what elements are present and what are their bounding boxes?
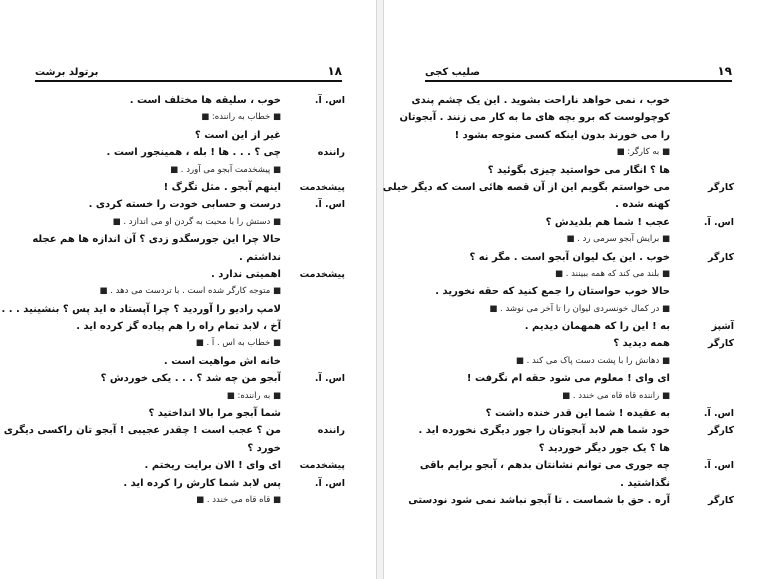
dialogue-text <box>419 249 670 319</box>
speaker-name: کارگر <box>708 251 734 263</box>
speaker-name: پیشخدمت <box>299 268 345 280</box>
speaker-name <box>670 162 734 179</box>
speaker-name: پیشخدمت <box>299 460 345 472</box>
right-page-body <box>382 92 734 509</box>
dialogue-text <box>35 353 281 370</box>
dialogue-line: ها ؟ یک جور دیگر خوردید ؟ <box>538 442 670 454</box>
speaker-name: اس. آ. <box>703 408 734 420</box>
left-page-number: ۱۸ <box>327 64 342 78</box>
dialogue-entry <box>399 92 734 162</box>
stage-direction: ■ قاه قاه می خندد . ■ <box>196 495 281 506</box>
dialogue-line: عجب ! شما هم بلدیدش ؟ <box>545 216 670 228</box>
dialogue-text <box>35 179 281 196</box>
dialogue-line: حالا خوب حواستان را جمع کنید که حقه نخورید . <box>435 286 670 298</box>
dialogue-line: حالا چرا این جورسگدو زدی ؟ آن اندازه ها هم عجله <box>32 234 281 246</box>
dialogue-entry <box>419 162 734 179</box>
dialogue-entry <box>35 475 345 510</box>
dialogue-line: نگذاشتید . <box>620 477 670 489</box>
dialogue-line: نداشتم . <box>239 251 281 263</box>
dialogue-line: اهمیتی ندارد . <box>211 268 281 280</box>
dialogue-line: ها ؟ انگار می خواستید چیزی بگوئید ؟ <box>487 164 670 176</box>
stage-direction: ■ برایش آبجو سرمی رد . ■ <box>566 234 670 245</box>
left-page-header <box>35 58 342 82</box>
stage-direction: ■ به راننده: ■ <box>226 390 281 401</box>
dialogue-text <box>35 92 281 127</box>
dialogue-text <box>35 144 281 179</box>
dialogue-line: به ! این را که همهمان دیدیم . <box>524 321 670 333</box>
stage-direction: ■ خطاب به راننده: ■ <box>201 112 281 123</box>
dialogue-line: ای وای ! معلوم می شود حقه ام نگرفت ! <box>466 373 670 385</box>
dialogue-line: خوب ، نمی خواهد ناراحت بشوید . این یک چشم پندی <box>411 95 670 106</box>
dialogue-text <box>419 422 670 457</box>
dialogue-entry <box>35 457 345 474</box>
dialogue-entry <box>419 214 734 249</box>
speaker-name: اس. آ. <box>703 460 734 472</box>
speaker-name: پیشخدمت <box>299 181 345 193</box>
dialogue-text <box>419 457 670 492</box>
dialogue-line: چه جوری می توانم نشانتان بدهم ، آبجو برایم باقی <box>419 460 670 472</box>
dialogue-entry <box>35 127 345 144</box>
dialogue-line: شما آبجو مرا بالا انداختید ؟ <box>148 408 281 420</box>
dialogue-entry <box>35 405 345 422</box>
dialogue-text <box>383 179 670 214</box>
dialogue-text <box>4 422 281 457</box>
dialogue-entry <box>35 92 345 127</box>
dialogue-line: خوب ، سلیقه ها مختلف است . <box>129 95 281 106</box>
dialogue-entry <box>419 422 734 457</box>
dialogue-text <box>35 405 281 422</box>
dialogue-entry <box>408 492 734 509</box>
left-page-body <box>1 92 345 509</box>
speaker-name: اس. آ. <box>314 95 345 106</box>
speaker-name <box>281 405 345 422</box>
dialogue-line: را می خورند بدون اینکه کسی متوجه بشود ! <box>454 129 670 141</box>
speaker-name: کارگر <box>708 181 734 193</box>
dialogue-entry <box>32 231 345 266</box>
dialogue-entry <box>35 353 345 370</box>
dialogue-line: چی ؟ . . . ها ! بله ، همینجور است . <box>106 147 281 159</box>
left-page <box>0 0 377 579</box>
speaker-name: راننده <box>317 147 345 159</box>
speaker-name: اس. آ. <box>703 216 734 228</box>
dialogue-line: لامپ رادیو را آوردید ؟ چرا آپستاد ه اید پس ؟ بنشینید . . . <box>1 303 281 315</box>
dialogue-line: کهنه شده . <box>615 199 670 211</box>
speaker-name <box>281 231 345 266</box>
dialogue-line: خورد ؟ <box>247 442 281 454</box>
dialogue-line: آبجو من چه شد ؟ . . . یکی خوردش ؟ <box>100 373 281 385</box>
stage-direction: ■ پیشخدمت آبجو می آورد . ■ <box>170 164 281 175</box>
dialogue-line: خانه اش مواهیت است . <box>163 355 281 367</box>
speaker-name: کارگر <box>708 425 734 437</box>
dialogue-entry <box>419 405 734 422</box>
dialogue-entry <box>419 318 734 335</box>
left-running-title: برتولد برشت <box>35 67 99 78</box>
dialogue-entry <box>419 457 734 492</box>
dialogue-line: کوچولوست که برو بچه های ما به کار می زنند . آبجوتان <box>399 112 670 124</box>
speaker-name: اس. آ. <box>314 477 345 489</box>
stage-direction: ■ دستش را با محبت به گردن او می اندازد . ■ <box>112 216 281 227</box>
dialogue-line: اینهم آبجو . مثل تگرگ ! <box>163 181 281 193</box>
dialogue-line: درست و حسابی خودت را خسته کردی . <box>88 199 281 211</box>
dialogue-entry <box>382 179 734 214</box>
right-running-title: صلیب کجی <box>425 67 481 78</box>
speaker-name <box>281 353 345 370</box>
dialogue-entry <box>35 144 345 179</box>
stage-direction: ■ به کارگر: ■ <box>616 147 670 158</box>
dialogue-line: ای وای ! الان برایت ریختم . <box>144 460 281 472</box>
dialogue-line: آره . حق با شماست . تا آبجو نباشد نمی شود نودستی <box>408 495 670 507</box>
dialogue-text <box>419 318 670 335</box>
speaker-name: کارگر <box>708 338 734 350</box>
dialogue-text <box>419 214 670 249</box>
dialogue-entry <box>419 335 734 405</box>
speaker-name <box>281 127 345 144</box>
dialogue-line: خود شما هم لابد آبجوتان را جور دیگری نخورده اید . <box>418 425 670 437</box>
dialogue-entry <box>35 370 345 405</box>
dialogue-text <box>35 370 281 405</box>
dialogue-text <box>35 196 281 231</box>
dialogue-text <box>35 127 281 144</box>
dialogue-line: آخ ، لابد تمام راه را هم پیاده گز کرده اید . <box>76 321 281 333</box>
dialogue-text <box>419 162 670 179</box>
stage-direction: ■ متوجه کارگر شده است . با تردست می دهد . ■ <box>99 286 281 297</box>
dialogue-text <box>419 405 670 422</box>
dialogue-text <box>1 266 281 353</box>
stage-direction: ■ راننده قاه قاه می خندد . ■ <box>562 390 670 401</box>
dialogue-line: می خواستم بگویم این از آن قصه هائی است که دیگر خیلی <box>382 181 670 193</box>
right-page <box>383 0 760 579</box>
dialogue-text <box>399 92 670 162</box>
dialogue-line: پس لابد شما کارش را کرده اید . <box>123 477 281 489</box>
dialogue-text <box>419 335 670 405</box>
right-page-number: ۱۹ <box>717 64 732 78</box>
dialogue-line: من ؟ عجب است ! چقدر عجیبی ! آبجو تان راکسی دیگری <box>3 425 281 437</box>
dialogue-entry <box>1 266 345 353</box>
dialogue-text <box>35 475 281 510</box>
dialogue-entry <box>419 249 734 319</box>
speaker-name <box>670 92 734 162</box>
right-page-header <box>425 58 732 82</box>
dialogue-text <box>35 457 281 474</box>
speaker-name: آشپز <box>711 321 734 333</box>
dialogue-text <box>408 492 670 509</box>
speaker-name: اس. آ. <box>314 373 345 385</box>
dialogue-line: غیر از این است ؟ <box>194 129 281 141</box>
speaker-name: اس. آ. <box>314 199 345 211</box>
speaker-name: کارگر <box>708 495 734 507</box>
dialogue-entry <box>3 422 345 457</box>
dialogue-entry <box>35 179 345 196</box>
dialogue-line: به عقیده ! شما این قدر خنده داشت ؟ <box>485 408 670 420</box>
stage-direction: ■ دهانش را با پشت دست پاک می کند . ■ <box>515 355 670 366</box>
stage-direction: ■ خطاب به اس . آ . ■ <box>195 338 281 349</box>
dialogue-entry <box>35 196 345 231</box>
dialogue-line: همه دیدید ؟ <box>613 338 670 350</box>
dialogue-text <box>32 231 281 266</box>
dialogue-line: خوب . این یک لیوان آبجو است . مگر نه ؟ <box>469 251 670 263</box>
speaker-name: راننده <box>317 425 345 437</box>
stage-direction: ■ بلند می کند که همه ببینند . ■ <box>555 268 670 279</box>
stage-direction: ■ در کمال خونسردی لیوان را تا آخر می نوشد . ■ <box>489 303 670 314</box>
